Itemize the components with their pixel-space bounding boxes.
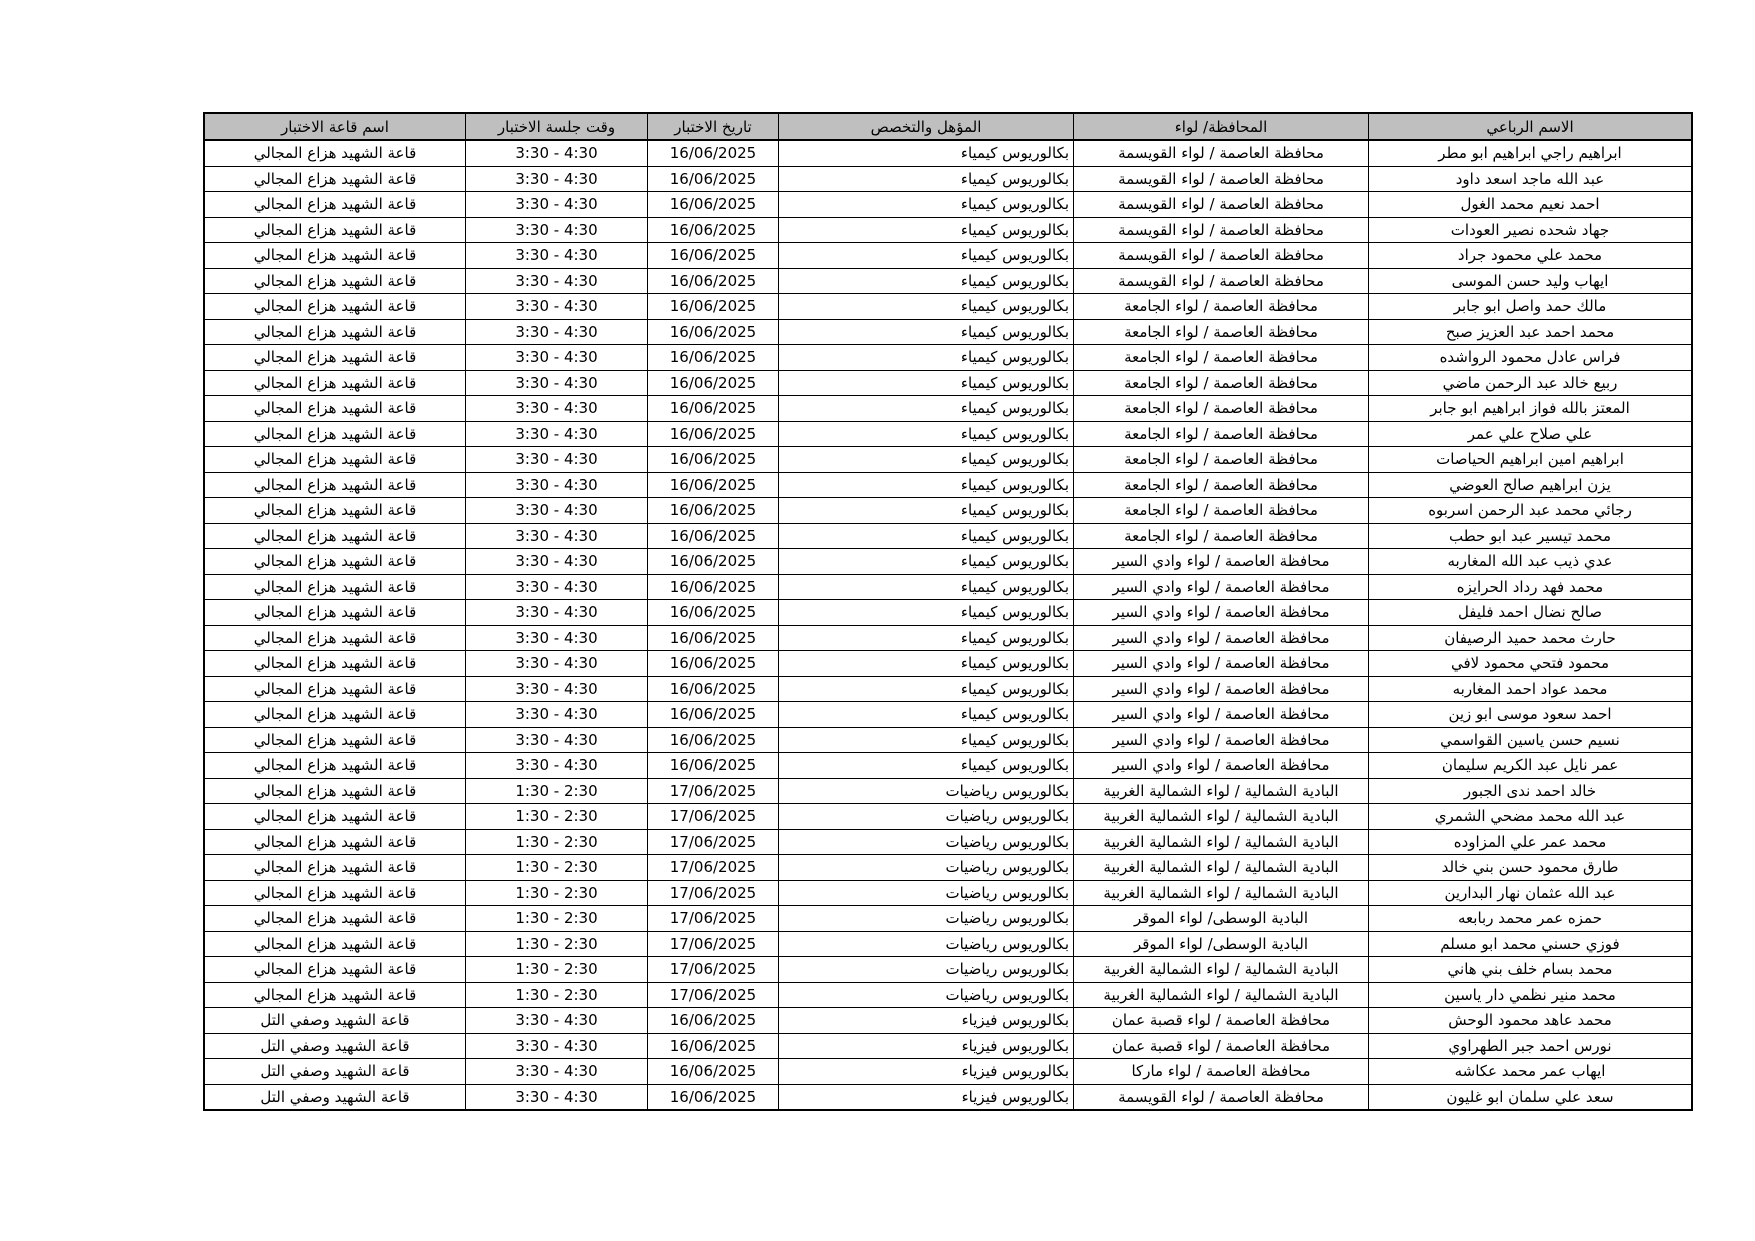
cell-governorate: محافظة العاصمة / لواء وادي السير — [1074, 727, 1369, 753]
exam-schedule-table — [203, 112, 1693, 1111]
cell-name: محمد عاهد محمود الوحش — [1369, 1008, 1693, 1034]
table-row — [204, 1084, 1692, 1110]
cell-qualification: بكالوريوس رياضيات — [779, 957, 1074, 983]
cell-qualification: بكالوريوس كيمياء — [779, 396, 1074, 422]
table-row — [204, 855, 1692, 881]
cell-qualification: بكالوريوس رياضيات — [779, 931, 1074, 957]
cell-hall: قاعة الشهيد هزاع المجالي — [204, 319, 466, 345]
cell-governorate: محافظة العاصمة / لواء وادي السير — [1074, 702, 1369, 728]
table-row — [204, 268, 1692, 294]
cell-governorate: البادية الشمالية / لواء الشمالية الغربية — [1074, 804, 1369, 830]
table-row — [204, 396, 1692, 422]
table-row — [204, 982, 1692, 1008]
cell-qualification: بكالوريوس كيمياء — [779, 651, 1074, 677]
cell-name: جهاد شحده نصير العودات — [1369, 217, 1693, 243]
cell-date: 16/06/2025 — [648, 396, 779, 422]
cell-time: 3:30 - 4:30 — [466, 549, 648, 575]
cell-governorate: البادية الشمالية / لواء الشمالية الغربية — [1074, 829, 1369, 855]
cell-time: 3:30 - 4:30 — [466, 217, 648, 243]
cell-date: 16/06/2025 — [648, 166, 779, 192]
cell-name: المعتز بالله فواز ابراهيم ابو جابر — [1369, 396, 1693, 422]
cell-time: 3:30 - 4:30 — [466, 140, 648, 166]
table-row — [204, 880, 1692, 906]
cell-name: محمود فتحي محمود لافي — [1369, 651, 1693, 677]
cell-date: 17/06/2025 — [648, 804, 779, 830]
cell-governorate: محافظة العاصمة / لواء الجامعة — [1074, 421, 1369, 447]
cell-name: نسيم حسن ياسين القواسمي — [1369, 727, 1693, 753]
cell-date: 16/06/2025 — [648, 217, 779, 243]
cell-governorate: البادية الشمالية / لواء الشمالية الغربية — [1074, 957, 1369, 983]
cell-name: نورس احمد جبر الطهراوي — [1369, 1033, 1693, 1059]
cell-hall: قاعة الشهيد هزاع المجالي — [204, 982, 466, 1008]
cell-time: 3:30 - 4:30 — [466, 753, 648, 779]
cell-name: عبد الله محمد مضحي الشمري — [1369, 804, 1693, 830]
cell-name: ابراهيم امين ابراهيم الحياصات — [1369, 447, 1693, 473]
cell-governorate: محافظة العاصمة / لواء وادي السير — [1074, 676, 1369, 702]
cell-time: 3:30 - 4:30 — [466, 523, 648, 549]
cell-qualification: بكالوريوس كيمياء — [779, 243, 1074, 269]
cell-date: 16/06/2025 — [648, 753, 779, 779]
cell-name: عبد الله عثمان نهار البدارين — [1369, 880, 1693, 906]
table-row — [204, 140, 1692, 166]
cell-time: 1:30 - 2:30 — [466, 855, 648, 881]
cell-governorate: البادية الوسطى/ لواء الموقر — [1074, 931, 1369, 957]
table-row — [204, 829, 1692, 855]
header-time: وقت جلسة الاختبار — [466, 113, 648, 140]
cell-governorate: محافظة العاصمة / لواء وادي السير — [1074, 651, 1369, 677]
cell-time: 3:30 - 4:30 — [466, 1059, 648, 1085]
cell-time: 3:30 - 4:30 — [466, 727, 648, 753]
cell-date: 16/06/2025 — [648, 192, 779, 218]
cell-name: محمد تيسير عبد ابو حطب — [1369, 523, 1693, 549]
cell-governorate: محافظة العاصمة / لواء الجامعة — [1074, 523, 1369, 549]
table-row — [204, 931, 1692, 957]
cell-hall: قاعة الشهيد وصفي التل — [204, 1008, 466, 1034]
cell-date: 16/06/2025 — [648, 651, 779, 677]
cell-name: حارث محمد حميد الرصيفان — [1369, 625, 1693, 651]
table-row — [204, 345, 1692, 371]
table-row — [204, 651, 1692, 677]
cell-time: 3:30 - 4:30 — [466, 370, 648, 396]
cell-qualification: بكالوريوس فيزياء — [779, 1008, 1074, 1034]
exam-schedule-sheet — [203, 112, 1658, 1111]
cell-time: 1:30 - 2:30 — [466, 931, 648, 957]
cell-qualification: بكالوريوس كيمياء — [779, 166, 1074, 192]
table-row — [204, 906, 1692, 932]
cell-date: 16/06/2025 — [648, 370, 779, 396]
cell-date: 16/06/2025 — [648, 345, 779, 371]
cell-name: مالك حمد واصل ابو جابر — [1369, 294, 1693, 320]
header-name: الاسم الرباعي — [1369, 113, 1693, 140]
cell-qualification: بكالوريوس كيمياء — [779, 753, 1074, 779]
cell-name: محمد فهد رداد الحرايزه — [1369, 574, 1693, 600]
cell-date: 16/06/2025 — [648, 1059, 779, 1085]
cell-name: خالد احمد ندى الجبور — [1369, 778, 1693, 804]
cell-governorate: محافظة العاصمة / لواء القويسمة — [1074, 268, 1369, 294]
cell-hall: قاعة الشهيد هزاع المجالي — [204, 217, 466, 243]
cell-name: ابراهيم راجي ابراهيم ابو مطر — [1369, 140, 1693, 166]
cell-governorate: البادية الوسطى/ لواء الموقر — [1074, 906, 1369, 932]
table-row — [204, 192, 1692, 218]
table-row — [204, 1059, 1692, 1085]
header-qualification: المؤهل والتخصص — [779, 113, 1074, 140]
cell-hall: قاعة الشهيد هزاع المجالي — [204, 294, 466, 320]
cell-qualification: بكالوريوس رياضيات — [779, 906, 1074, 932]
cell-governorate: محافظة العاصمة / لواء الجامعة — [1074, 472, 1369, 498]
cell-hall: قاعة الشهيد هزاع المجالي — [204, 778, 466, 804]
cell-governorate: محافظة العاصمة / لواء وادي السير — [1074, 753, 1369, 779]
cell-governorate: محافظة العاصمة / لواء الجامعة — [1074, 370, 1369, 396]
cell-governorate: محافظة العاصمة / لواء القويسمة — [1074, 192, 1369, 218]
cell-governorate: محافظة العاصمة / لواء الجامعة — [1074, 396, 1369, 422]
cell-qualification: بكالوريوس فيزياء — [779, 1033, 1074, 1059]
table-row — [204, 498, 1692, 524]
cell-hall: قاعة الشهيد هزاع المجالي — [204, 651, 466, 677]
table-header-row — [204, 113, 1692, 140]
cell-qualification: بكالوريوس رياضيات — [779, 982, 1074, 1008]
cell-time: 1:30 - 2:30 — [466, 957, 648, 983]
table-row — [204, 600, 1692, 626]
cell-time: 1:30 - 2:30 — [466, 804, 648, 830]
cell-hall: قاعة الشهيد هزاع المجالي — [204, 472, 466, 498]
cell-hall: قاعة الشهيد هزاع المجالي — [204, 523, 466, 549]
cell-time: 3:30 - 4:30 — [466, 447, 648, 473]
table-row — [204, 676, 1692, 702]
cell-qualification: بكالوريوس كيمياء — [779, 345, 1074, 371]
cell-name: احمد نعيم محمد الغول — [1369, 192, 1693, 218]
cell-governorate: محافظة العاصمة / لواء وادي السير — [1074, 625, 1369, 651]
cell-time: 1:30 - 2:30 — [466, 829, 648, 855]
cell-date: 17/06/2025 — [648, 778, 779, 804]
cell-time: 3:30 - 4:30 — [466, 268, 648, 294]
cell-hall: قاعة الشهيد هزاع المجالي — [204, 855, 466, 881]
table-row — [204, 957, 1692, 983]
cell-time: 3:30 - 4:30 — [466, 651, 648, 677]
cell-name: ايهاب وليد حسن الموسى — [1369, 268, 1693, 294]
cell-date: 16/06/2025 — [648, 421, 779, 447]
cell-qualification: بكالوريوس رياضيات — [779, 829, 1074, 855]
cell-governorate: محافظة العاصمة / لواء الجامعة — [1074, 447, 1369, 473]
cell-hall: قاعة الشهيد هزاع المجالي — [204, 549, 466, 575]
cell-date: 16/06/2025 — [648, 447, 779, 473]
cell-hall: قاعة الشهيد هزاع المجالي — [204, 880, 466, 906]
cell-name: محمد علي محمود جراد — [1369, 243, 1693, 269]
cell-qualification: بكالوريوس كيمياء — [779, 625, 1074, 651]
cell-qualification: بكالوريوس كيمياء — [779, 370, 1074, 396]
cell-date: 16/06/2025 — [648, 625, 779, 651]
cell-qualification: بكالوريوس كيمياء — [779, 574, 1074, 600]
cell-qualification: بكالوريوس كيمياء — [779, 727, 1074, 753]
cell-date: 16/06/2025 — [648, 243, 779, 269]
cell-name: عبد الله ماجد اسعد داود — [1369, 166, 1693, 192]
cell-name: محمد عواد احمد المغاربه — [1369, 676, 1693, 702]
cell-qualification: بكالوريوس كيمياء — [779, 498, 1074, 524]
cell-qualification: بكالوريوس كيمياء — [779, 217, 1074, 243]
cell-time: 3:30 - 4:30 — [466, 1033, 648, 1059]
cell-governorate: محافظة العاصمة / لواء وادي السير — [1074, 549, 1369, 575]
table-row — [204, 574, 1692, 600]
cell-qualification: بكالوريوس كيمياء — [779, 447, 1074, 473]
header-hall: اسم قاعة الاختبار — [204, 113, 466, 140]
cell-name: محمد احمد عبد العزيز صبح — [1369, 319, 1693, 345]
cell-name: يزن ابراهيم صالح العوضي — [1369, 472, 1693, 498]
cell-date: 16/06/2025 — [648, 268, 779, 294]
cell-qualification: بكالوريوس كيمياء — [779, 702, 1074, 728]
cell-date: 16/06/2025 — [648, 523, 779, 549]
cell-hall: قاعة الشهيد هزاع المجالي — [204, 931, 466, 957]
cell-qualification: بكالوريوس كيمياء — [779, 676, 1074, 702]
cell-date: 16/06/2025 — [648, 1033, 779, 1059]
cell-date: 16/06/2025 — [648, 498, 779, 524]
cell-qualification: بكالوريوس كيمياء — [779, 472, 1074, 498]
cell-date: 17/06/2025 — [648, 829, 779, 855]
cell-name: سعد علي سلمان ابو غليون — [1369, 1084, 1693, 1110]
cell-hall: قاعة الشهيد هزاع المجالي — [204, 345, 466, 371]
cell-time: 3:30 - 4:30 — [466, 345, 648, 371]
table-row — [204, 702, 1692, 728]
cell-time: 3:30 - 4:30 — [466, 294, 648, 320]
table-row — [204, 778, 1692, 804]
cell-date: 16/06/2025 — [648, 1008, 779, 1034]
cell-name: ايهاب عمر محمد عكاشه — [1369, 1059, 1693, 1085]
table-body — [204, 140, 1692, 1110]
cell-hall: قاعة الشهيد هزاع المجالي — [204, 370, 466, 396]
cell-governorate: محافظة العاصمة / لواء الجامعة — [1074, 319, 1369, 345]
cell-date: 17/06/2025 — [648, 906, 779, 932]
table-row — [204, 421, 1692, 447]
cell-hall: قاعة الشهيد هزاع المجالي — [204, 396, 466, 422]
table-row — [204, 523, 1692, 549]
cell-date: 17/06/2025 — [648, 931, 779, 957]
cell-date: 16/06/2025 — [648, 676, 779, 702]
cell-hall: قاعة الشهيد هزاع المجالي — [204, 574, 466, 600]
cell-time: 3:30 - 4:30 — [466, 243, 648, 269]
cell-date: 16/06/2025 — [648, 549, 779, 575]
table-row — [204, 1033, 1692, 1059]
cell-hall: قاعة الشهيد وصفي التل — [204, 1033, 466, 1059]
cell-governorate: محافظة العاصمة / لواء قصبة عمان — [1074, 1008, 1369, 1034]
cell-hall: قاعة الشهيد هزاع المجالي — [204, 829, 466, 855]
cell-time: 1:30 - 2:30 — [466, 778, 648, 804]
cell-governorate: محافظة العاصمة / لواء القويسمة — [1074, 140, 1369, 166]
cell-time: 3:30 - 4:30 — [466, 574, 648, 600]
cell-qualification: بكالوريوس كيمياء — [779, 600, 1074, 626]
cell-governorate: البادية الشمالية / لواء الشمالية الغربية — [1074, 880, 1369, 906]
cell-hall: قاعة الشهيد هزاع المجالي — [204, 192, 466, 218]
cell-governorate: محافظة العاصمة / لواء القويسمة — [1074, 217, 1369, 243]
table-row — [204, 727, 1692, 753]
cell-qualification: بكالوريوس فيزياء — [779, 1084, 1074, 1110]
cell-date: 16/06/2025 — [648, 727, 779, 753]
cell-time: 3:30 - 4:30 — [466, 600, 648, 626]
cell-hall: قاعة الشهيد هزاع المجالي — [204, 625, 466, 651]
cell-name: صالح نضال احمد فليفل — [1369, 600, 1693, 626]
cell-time: 3:30 - 4:30 — [466, 1084, 648, 1110]
cell-time: 3:30 - 4:30 — [466, 166, 648, 192]
cell-name: ربيع خالد عبد الرحمن ماضي — [1369, 370, 1693, 396]
cell-date: 16/06/2025 — [648, 702, 779, 728]
cell-name: فراس عادل محمود الرواشده — [1369, 345, 1693, 371]
cell-name: محمد منير نظمي دار ياسين — [1369, 982, 1693, 1008]
cell-date: 16/06/2025 — [648, 294, 779, 320]
table-row — [204, 294, 1692, 320]
cell-qualification: بكالوريوس كيمياء — [779, 523, 1074, 549]
cell-hall: قاعة الشهيد هزاع المجالي — [204, 957, 466, 983]
cell-hall: قاعة الشهيد هزاع المجالي — [204, 600, 466, 626]
cell-time: 3:30 - 4:30 — [466, 396, 648, 422]
cell-qualification: بكالوريوس رياضيات — [779, 804, 1074, 830]
cell-governorate: محافظة العاصمة / لواء وادي السير — [1074, 600, 1369, 626]
cell-governorate: محافظة العاصمة / لواء الجامعة — [1074, 294, 1369, 320]
table-row — [204, 1008, 1692, 1034]
cell-time: 3:30 - 4:30 — [466, 498, 648, 524]
cell-hall: قاعة الشهيد هزاع المجالي — [204, 498, 466, 524]
cell-governorate: البادية الشمالية / لواء الشمالية الغربية — [1074, 778, 1369, 804]
cell-date: 16/06/2025 — [648, 319, 779, 345]
cell-hall: قاعة الشهيد هزاع المجالي — [204, 727, 466, 753]
header-governorate: المحافظة/ لواء — [1074, 113, 1369, 140]
cell-governorate: محافظة العاصمة / لواء وادي السير — [1074, 574, 1369, 600]
cell-hall: قاعة الشهيد هزاع المجالي — [204, 140, 466, 166]
cell-qualification: بكالوريوس كيمياء — [779, 319, 1074, 345]
cell-governorate: البادية الشمالية / لواء الشمالية الغربية — [1074, 855, 1369, 881]
cell-hall: قاعة الشهيد هزاع المجالي — [204, 421, 466, 447]
cell-hall: قاعة الشهيد هزاع المجالي — [204, 906, 466, 932]
cell-hall: قاعة الشهيد وصفي التل — [204, 1084, 466, 1110]
table-row — [204, 472, 1692, 498]
cell-name: عمر نايل عبد الكريم سليمان — [1369, 753, 1693, 779]
cell-qualification: بكالوريوس كيمياء — [779, 192, 1074, 218]
cell-name: حمزه عمر محمد ربابعه — [1369, 906, 1693, 932]
table-row — [204, 243, 1692, 269]
cell-time: 1:30 - 2:30 — [466, 982, 648, 1008]
cell-hall: قاعة الشهيد هزاع المجالي — [204, 676, 466, 702]
cell-hall: قاعة الشهيد هزاع المجالي — [204, 753, 466, 779]
cell-name: احمد سعود موسى ابو زين — [1369, 702, 1693, 728]
cell-date: 16/06/2025 — [648, 472, 779, 498]
table-row — [204, 166, 1692, 192]
cell-qualification: بكالوريوس رياضيات — [779, 880, 1074, 906]
cell-governorate: البادية الشمالية / لواء الشمالية الغربية — [1074, 982, 1369, 1008]
cell-date: 16/06/2025 — [648, 574, 779, 600]
cell-qualification: بكالوريوس رياضيات — [779, 778, 1074, 804]
cell-name: فوزي حسني محمد ابو مسلم — [1369, 931, 1693, 957]
cell-hall: قاعة الشهيد هزاع المجالي — [204, 702, 466, 728]
cell-name: عدي ذيب عبد الله المغاربه — [1369, 549, 1693, 575]
cell-date: 17/06/2025 — [648, 855, 779, 881]
table-row — [204, 753, 1692, 779]
cell-governorate: محافظة العاصمة / لواء القويسمة — [1074, 243, 1369, 269]
cell-hall: قاعة الشهيد هزاع المجالي — [204, 804, 466, 830]
cell-name: محمد عمر علي المزاوده — [1369, 829, 1693, 855]
cell-governorate: محافظة العاصمة / لواء قصبة عمان — [1074, 1033, 1369, 1059]
cell-date: 17/06/2025 — [648, 957, 779, 983]
cell-governorate: محافظة العاصمة / لواء الجامعة — [1074, 345, 1369, 371]
cell-time: 3:30 - 4:30 — [466, 676, 648, 702]
cell-hall: قاعة الشهيد هزاع المجالي — [204, 166, 466, 192]
cell-time: 3:30 - 4:30 — [466, 1008, 648, 1034]
header-date: تاريخ الاختبار — [648, 113, 779, 140]
table-row — [204, 370, 1692, 396]
cell-time: 3:30 - 4:30 — [466, 625, 648, 651]
cell-time: 1:30 - 2:30 — [466, 906, 648, 932]
table-row — [204, 804, 1692, 830]
cell-date: 17/06/2025 — [648, 880, 779, 906]
cell-time: 3:30 - 4:30 — [466, 421, 648, 447]
cell-date: 16/06/2025 — [648, 1084, 779, 1110]
cell-hall: قاعة الشهيد هزاع المجالي — [204, 447, 466, 473]
cell-time: 1:30 - 2:30 — [466, 880, 648, 906]
cell-qualification: بكالوريوس رياضيات — [779, 855, 1074, 881]
cell-date: 17/06/2025 — [648, 982, 779, 1008]
cell-hall: قاعة الشهيد هزاع المجالي — [204, 268, 466, 294]
cell-hall: قاعة الشهيد هزاع المجالي — [204, 243, 466, 269]
cell-qualification: بكالوريوس فيزياء — [779, 1059, 1074, 1085]
table-row — [204, 625, 1692, 651]
cell-date: 16/06/2025 — [648, 600, 779, 626]
cell-name: طارق محمود حسن بني خالد — [1369, 855, 1693, 881]
cell-name: علي صلاح علي عمر — [1369, 421, 1693, 447]
cell-name: رجائي محمد عبد الرحمن اسربوه — [1369, 498, 1693, 524]
cell-qualification: بكالوريوس كيمياء — [779, 294, 1074, 320]
cell-name: محمد بسام خلف بني هاني — [1369, 957, 1693, 983]
cell-time: 3:30 - 4:30 — [466, 472, 648, 498]
cell-time: 3:30 - 4:30 — [466, 702, 648, 728]
cell-time: 3:30 - 4:30 — [466, 192, 648, 218]
table-row — [204, 217, 1692, 243]
cell-governorate: محافظة العاصمة / لواء القويسمة — [1074, 166, 1369, 192]
cell-governorate: محافظة العاصمة / لواء القويسمة — [1074, 1084, 1369, 1110]
cell-time: 3:30 - 4:30 — [466, 319, 648, 345]
cell-governorate: محافظة العاصمة / لواء ماركا — [1074, 1059, 1369, 1085]
cell-qualification: بكالوريوس كيمياء — [779, 421, 1074, 447]
cell-hall: قاعة الشهيد وصفي التل — [204, 1059, 466, 1085]
table-row — [204, 447, 1692, 473]
cell-governorate: محافظة العاصمة / لواء الجامعة — [1074, 498, 1369, 524]
cell-qualification: بكالوريوس كيمياء — [779, 549, 1074, 575]
cell-date: 16/06/2025 — [648, 140, 779, 166]
table-row — [204, 549, 1692, 575]
cell-qualification: بكالوريوس كيمياء — [779, 140, 1074, 166]
table-row — [204, 319, 1692, 345]
cell-qualification: بكالوريوس كيمياء — [779, 268, 1074, 294]
